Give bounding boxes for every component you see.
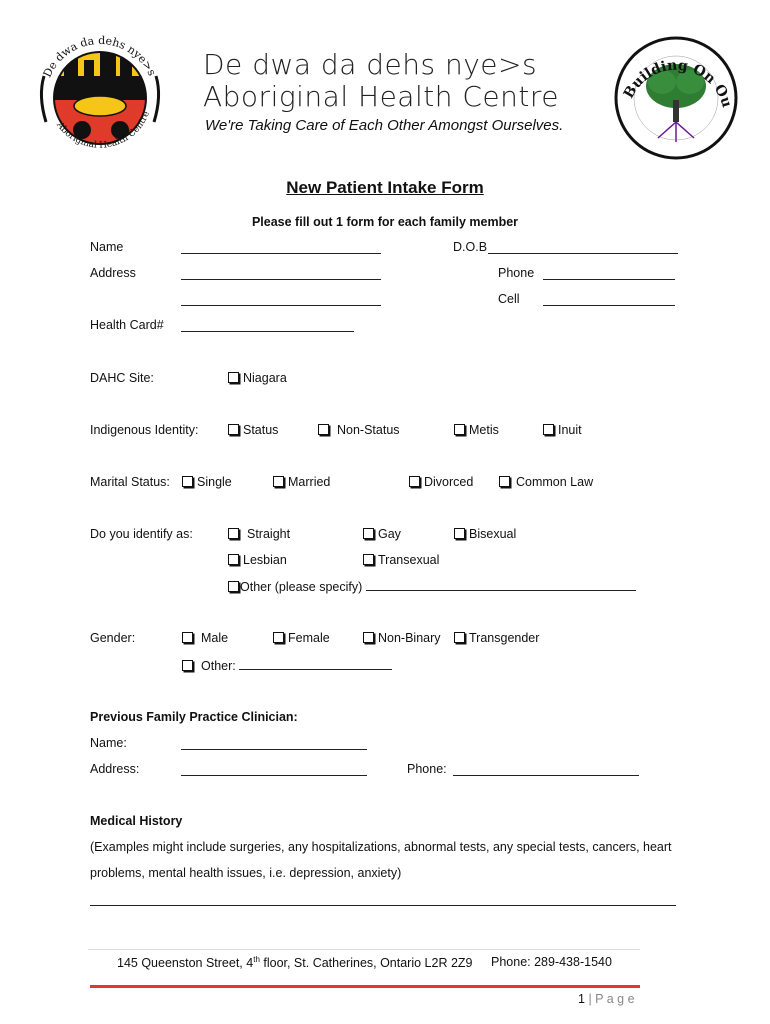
checkbox-icon[interactable] bbox=[454, 632, 465, 643]
previous-clinician-heading: Previous Family Practice Clinician: bbox=[90, 710, 298, 724]
orientation-option-transexual[interactable]: Transexual bbox=[363, 553, 439, 567]
prev-phone-field[interactable] bbox=[453, 763, 639, 781]
cell-label: Cell bbox=[498, 292, 520, 306]
checkbox-icon[interactable] bbox=[363, 528, 374, 539]
name-field[interactable] bbox=[181, 241, 381, 259]
dob-label: D.O.B bbox=[453, 240, 488, 254]
identity-option-metis[interactable]: Metis bbox=[454, 423, 499, 437]
tagline: We're Taking Care of Each Other Amongst Ourselves. bbox=[205, 117, 564, 134]
marital-option-married[interactable]: Married bbox=[273, 475, 330, 489]
gender-other-field[interactable] bbox=[239, 657, 392, 670]
org-name-line1: De dwa da dehs nye>s bbox=[203, 48, 538, 81]
checkbox-icon[interactable] bbox=[454, 528, 465, 539]
footer-phone: Phone: 289-438-1540 bbox=[491, 955, 612, 969]
orientation-label: Do you identify as: bbox=[90, 527, 193, 541]
phone-label: Phone bbox=[498, 266, 535, 280]
checkbox-icon[interactable] bbox=[543, 424, 554, 435]
marital-label: Marital Status: bbox=[90, 475, 170, 489]
form-title: New Patient Intake Form bbox=[286, 178, 484, 197]
right-logo-text: Building On Ou bbox=[620, 57, 735, 110]
checkbox-icon[interactable] bbox=[228, 372, 239, 383]
address-label: Address bbox=[90, 266, 136, 280]
medical-history-field[interactable] bbox=[90, 893, 676, 911]
gender-option-female[interactable]: Female bbox=[273, 631, 330, 645]
checkbox-icon[interactable] bbox=[363, 554, 374, 565]
checkbox-icon[interactable] bbox=[182, 632, 193, 643]
left-logo-top-text: De dwa da dehs nye>s bbox=[40, 33, 159, 80]
checkbox-icon[interactable] bbox=[363, 632, 374, 643]
prev-phone-label: Phone: bbox=[407, 762, 447, 776]
org-name-line2: Aboriginal Health Centre bbox=[203, 80, 559, 113]
identity-option-inuit[interactable]: Inuit bbox=[543, 423, 582, 437]
marital-option-single[interactable]: Single bbox=[182, 475, 232, 489]
gender-option-male[interactable]: Male bbox=[182, 631, 228, 645]
left-logo-graphic bbox=[34, 26, 166, 164]
checkbox-icon[interactable] bbox=[228, 528, 239, 539]
right-logo bbox=[614, 28, 738, 164]
orientation-option-bisexual[interactable]: Bisexual bbox=[454, 527, 516, 541]
checkbox-icon[interactable] bbox=[228, 581, 239, 592]
checkbox-icon[interactable] bbox=[228, 554, 239, 565]
gender-option-other[interactable]: Other: bbox=[182, 657, 392, 673]
medical-history-heading: Medical History bbox=[90, 814, 183, 828]
medical-note-line1: (Examples might include surgeries, any hospitalizations, abnormal tests, any special tests, cancers, heart bbox=[90, 840, 672, 854]
checkbox-icon[interactable] bbox=[273, 632, 284, 643]
checkbox-icon[interactable] bbox=[499, 476, 510, 487]
right-logo-graphic bbox=[614, 28, 738, 164]
identity-label: Indigenous Identity: bbox=[90, 423, 199, 437]
prev-name-label: Name: bbox=[90, 736, 127, 750]
medical-note-line2: problems, mental health issues, i.e. depression, anxiety) bbox=[90, 866, 402, 880]
marital-option-divorced[interactable]: Divorced bbox=[409, 475, 473, 489]
prev-name-field[interactable] bbox=[181, 737, 367, 755]
address-field-1[interactable] bbox=[181, 267, 381, 285]
orientation-other-field[interactable] bbox=[366, 578, 636, 591]
address-field-2[interactable] bbox=[181, 293, 381, 311]
footer-accent-line bbox=[90, 985, 640, 988]
gender-option-transgender[interactable]: Transgender bbox=[454, 631, 539, 645]
checkbox-icon[interactable] bbox=[454, 424, 465, 435]
health-card-label: Health Card# bbox=[90, 318, 164, 332]
checkbox-icon[interactable] bbox=[182, 476, 193, 487]
form-instruction: Please fill out 1 form for each family member bbox=[251, 215, 519, 229]
name-label: Name bbox=[90, 240, 124, 254]
orientation-option-gay[interactable]: Gay bbox=[363, 527, 401, 541]
orientation-option-straight[interactable]: Straight bbox=[228, 527, 290, 541]
identity-option-status[interactable]: Status bbox=[228, 423, 278, 437]
orientation-option-other[interactable]: Other (please specify) bbox=[228, 578, 636, 594]
cell-field[interactable] bbox=[543, 293, 675, 311]
footer-address: 145 Queenston Street, 4th floor, St. Catherines, Ontario L2R 2Z9 bbox=[117, 955, 473, 971]
gender-option-non-binary[interactable]: Non-Binary bbox=[363, 631, 441, 645]
health-card-field[interactable] bbox=[181, 319, 354, 337]
checkbox-icon[interactable] bbox=[228, 424, 239, 435]
checkbox-icon[interactable] bbox=[318, 424, 329, 435]
gender-label: Gender: bbox=[90, 631, 136, 645]
page-number: 1 | P a g e bbox=[578, 992, 635, 1006]
left-logo-bottom-text: Aboriginal Health Centre bbox=[54, 109, 153, 151]
phone-field[interactable] bbox=[543, 267, 675, 285]
prev-address-field[interactable] bbox=[181, 763, 367, 781]
identity-option-non-status[interactable]: Non-Status bbox=[318, 423, 400, 437]
marital-option-common-law[interactable]: Common Law bbox=[499, 475, 593, 489]
checkbox-icon[interactable] bbox=[273, 476, 284, 487]
checkbox-icon[interactable] bbox=[409, 476, 420, 487]
prev-address-label: Address: bbox=[90, 762, 140, 776]
dob-field[interactable] bbox=[488, 241, 678, 259]
site-label: DAHC Site: bbox=[90, 371, 154, 385]
site-option-niagara[interactable]: Niagara bbox=[228, 371, 287, 385]
footer-divider bbox=[88, 949, 640, 950]
orientation-option-lesbian[interactable]: Lesbian bbox=[228, 553, 287, 567]
checkbox-icon[interactable] bbox=[182, 660, 193, 671]
left-logo bbox=[34, 26, 166, 164]
